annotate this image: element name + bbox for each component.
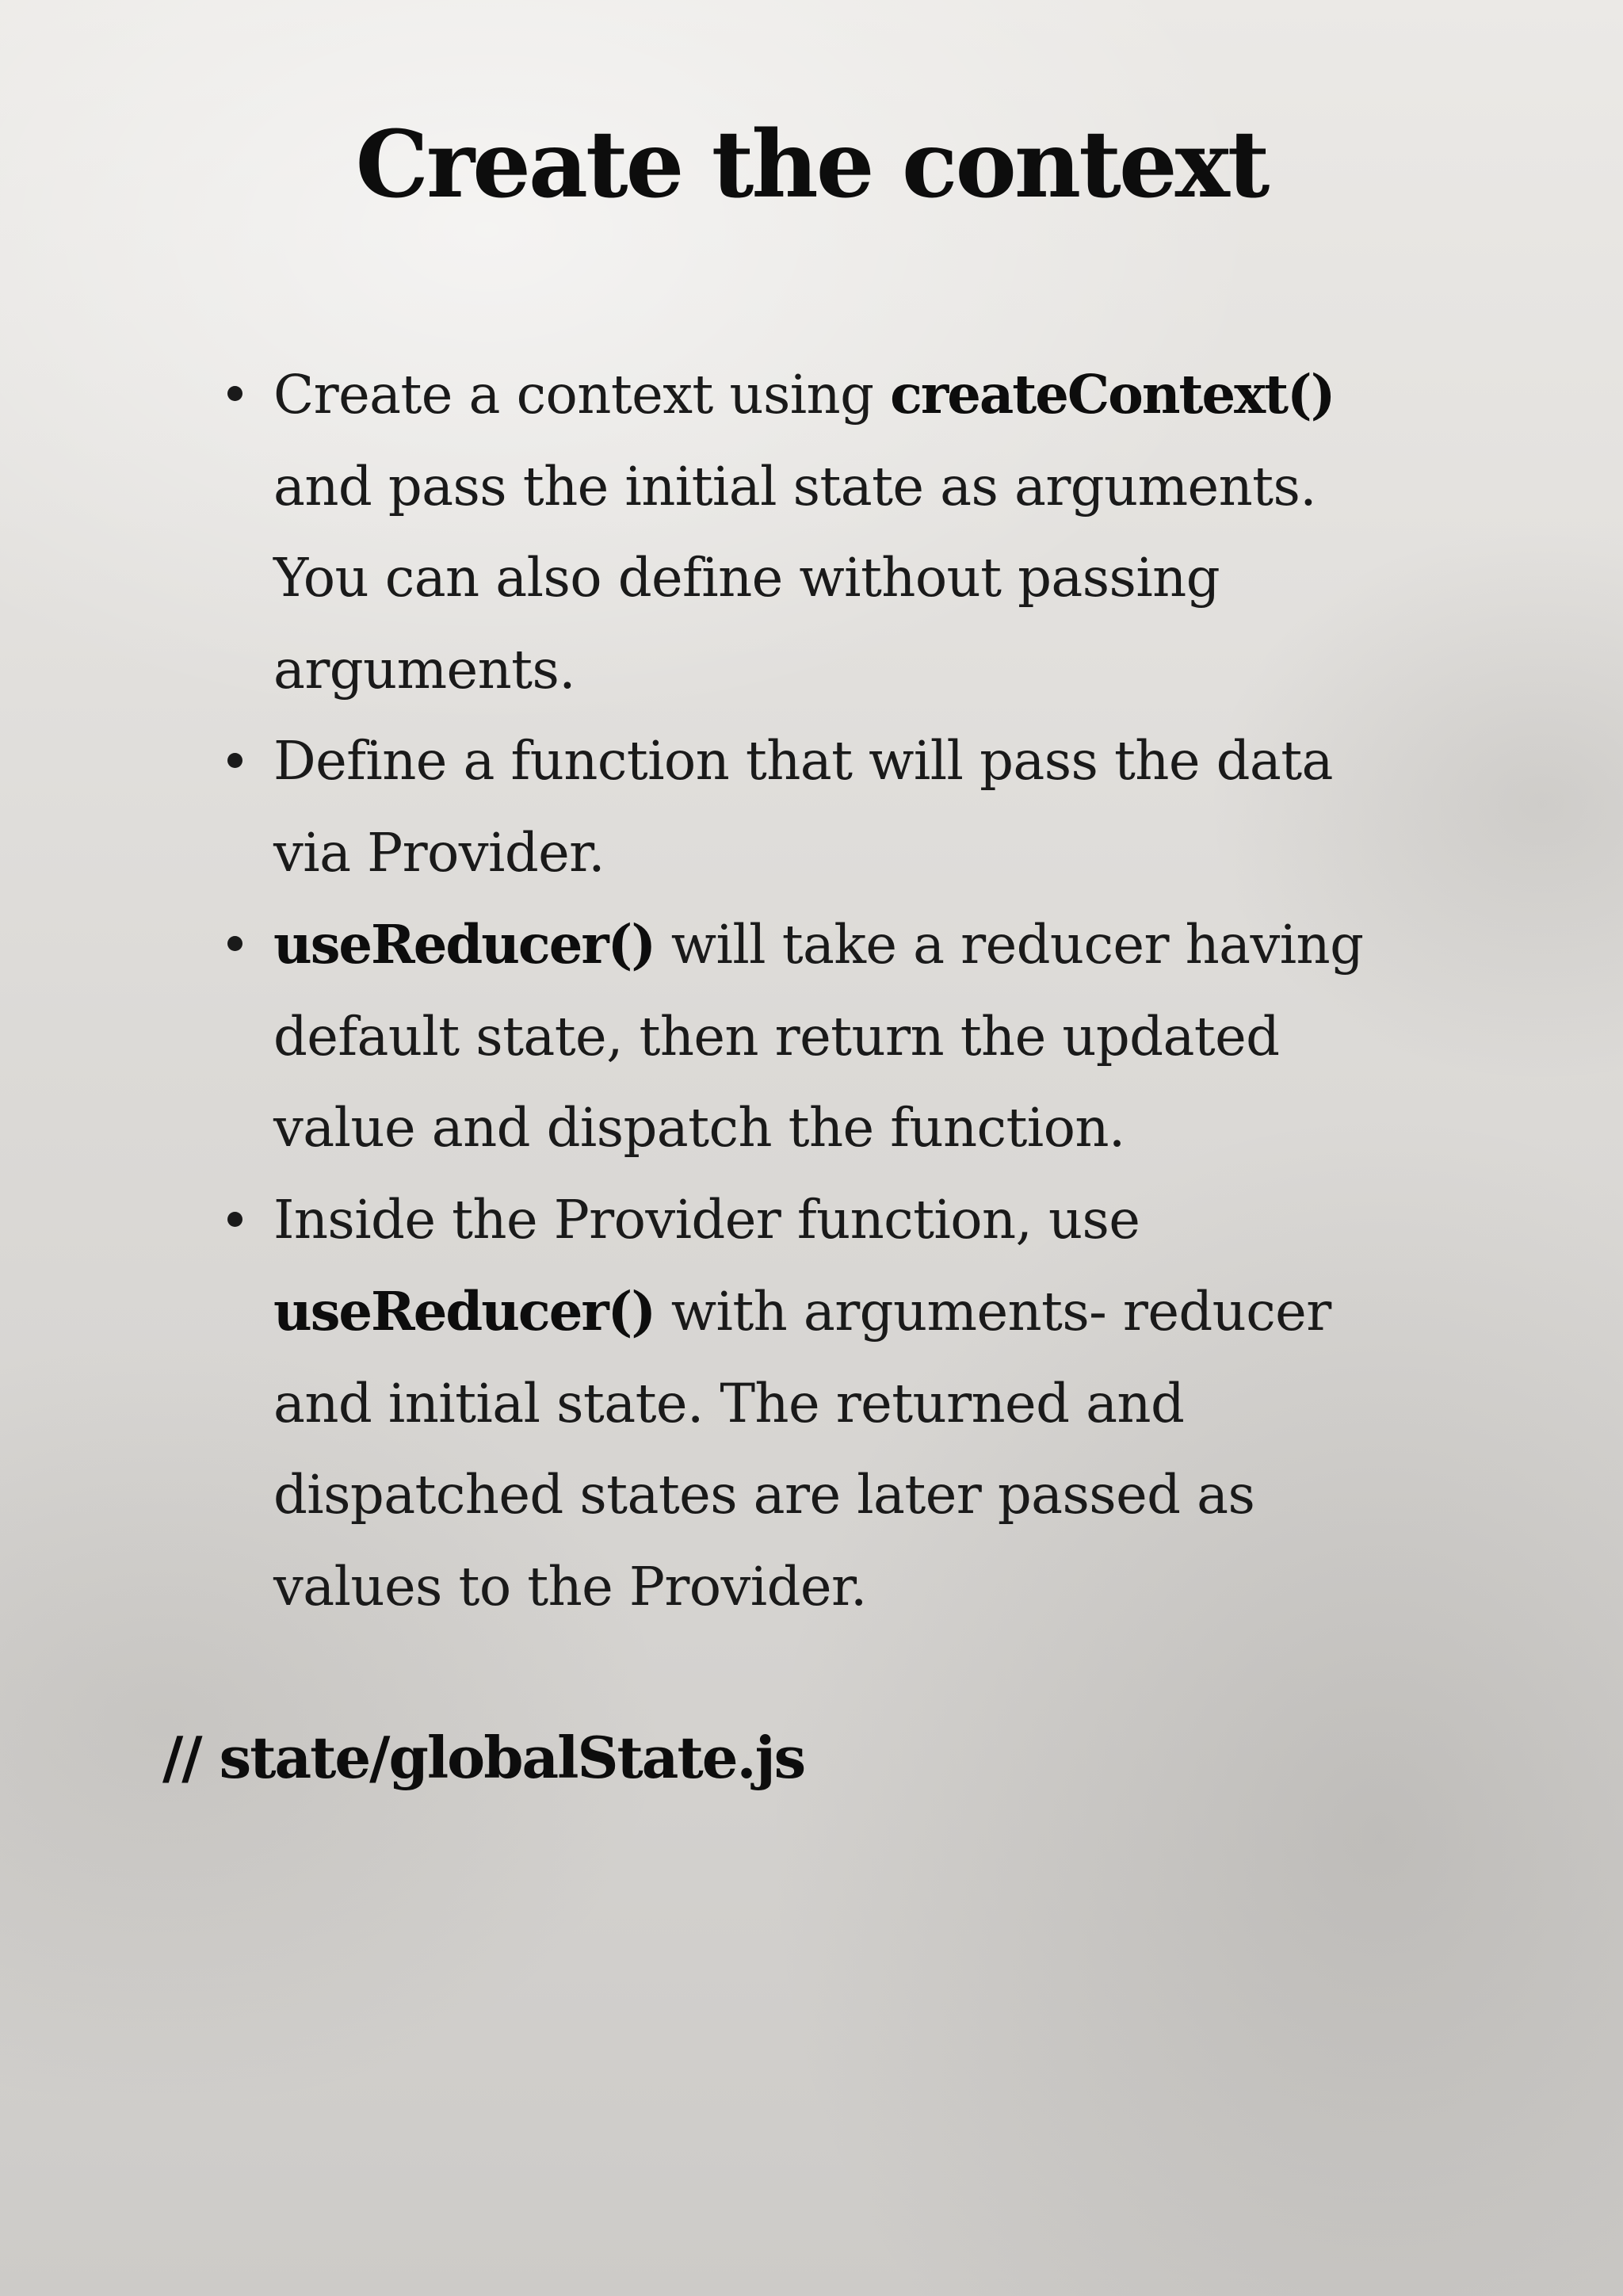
bullet-item-provider-function	[273, 1175, 1478, 1633]
bullet-dot-icon	[227, 753, 242, 768]
bullet-line	[273, 899, 1478, 991]
bullet-line: Inside the Provider function, use	[273, 1188, 1140, 1251]
bullet-line: Define a function that will pass the data	[273, 730, 1333, 792]
bullet-line: You can also define without passing	[273, 547, 1220, 609]
bullet-line: and initial state. The returned and	[273, 1372, 1185, 1435]
bullet-item-create-context	[273, 349, 1478, 716]
page-title: Create the context	[355, 111, 1268, 219]
code-term-usereducer: useReducer()	[273, 913, 655, 976]
bullet-line: value and dispatch the function.	[273, 1097, 1125, 1159]
text-segment: with arguments- reducer	[655, 1281, 1331, 1343]
file-path-caption: // state/globalState.js	[162, 1724, 805, 1791]
text-segment: Create a context using	[273, 364, 891, 426]
bullet-line	[273, 349, 1478, 441]
bullet-list	[273, 349, 1478, 1633]
bullet-line: dispatched states are later passed as	[273, 1464, 1255, 1526]
bullet-item-define-function	[273, 716, 1478, 899]
bullet-item-use-reducer	[273, 899, 1478, 1175]
code-term-createcontext: createContext()	[890, 363, 1335, 426]
bullet-dot-icon	[227, 936, 242, 951]
bullet-line: default state, then return the updated	[273, 1005, 1280, 1068]
bullet-line	[273, 1266, 1478, 1358]
text-segment: will take a reducer having	[655, 914, 1364, 976]
bullet-line: arguments.	[273, 638, 575, 701]
bullet-dot-icon	[227, 1212, 242, 1227]
bullet-line: values to the Provider.	[273, 1555, 867, 1618]
bullet-dot-icon	[227, 386, 242, 401]
bullet-line: via Provider.	[273, 821, 605, 884]
bullet-line: and pass the initial state as arguments.	[273, 455, 1316, 518]
code-term-usereducer: useReducer()	[273, 1280, 655, 1343]
